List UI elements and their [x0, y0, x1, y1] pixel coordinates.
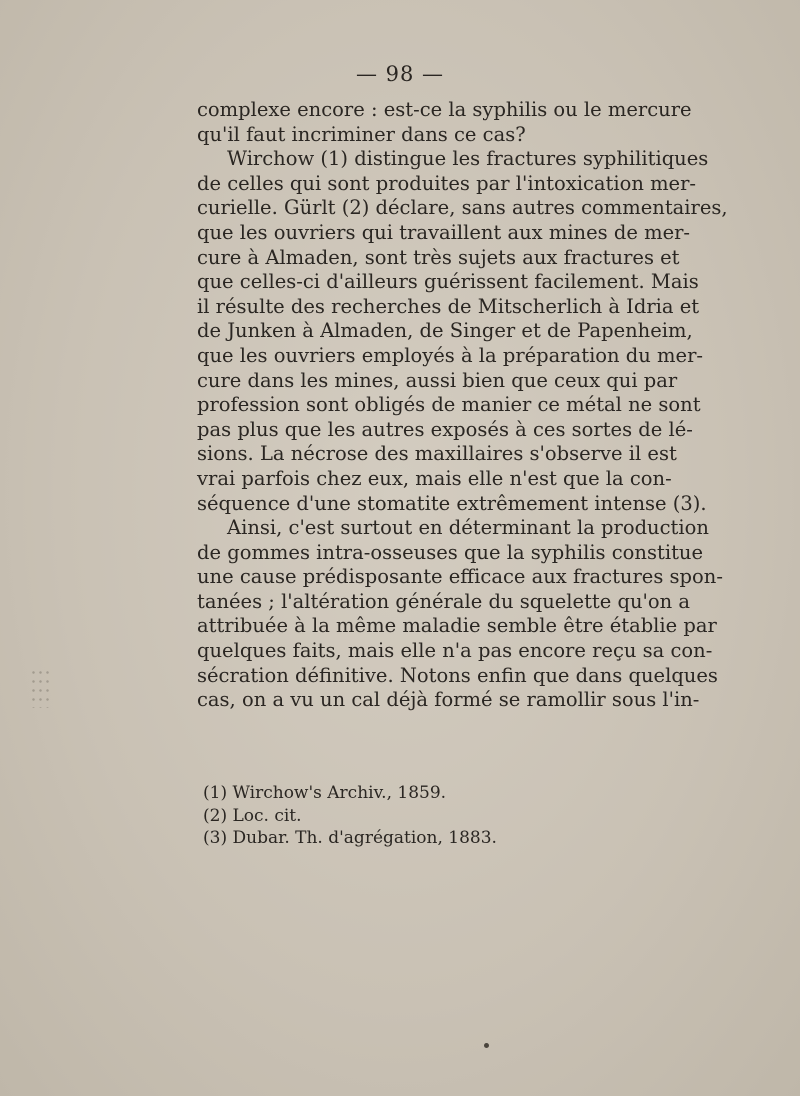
page-number: — 98 — — [355, 62, 445, 86]
text-line: Wirchow (1) distingue les fractures syphilitiques — [227, 147, 709, 171]
footnote: (1) Wirchow's Archiv., 1859. — [203, 783, 447, 803]
body-text — [197, 98, 728, 713]
text-line: sécration définitive. Notons enfin que dans quelques — [197, 663, 718, 687]
text-line: qu'il faut incriminer dans ce cas? — [197, 122, 526, 146]
text-line: il résulte des recherches de Mitscherlich à Idria et — [197, 294, 700, 318]
margin-specks — [30, 668, 50, 708]
text-line: de gommes intra-osseuses que la syphilis constitue — [197, 540, 704, 564]
text-line: que celles-ci d'ailleurs guérissent facilement. Mais — [197, 270, 699, 294]
text-line: curielle. Gürlt (2) déclare, sans autres commentaires, — [197, 196, 728, 220]
text-line: de celles qui sont produites par l'intoxication mer- — [197, 171, 697, 195]
text-line: attribuée à la même maladie semble être établie par — [197, 614, 717, 638]
text-line: pas plus que les autres exposés à ces sortes de lé- — [197, 417, 693, 441]
text-line: sions. La nécrose des maxillaires s'observe il est — [197, 442, 677, 466]
text-line: Ainsi, c'est surtout en déterminant la production — [227, 516, 709, 540]
footnote: (3) Dubar. Th. d'agrégation, 1883. — [203, 828, 497, 848]
text-line: cas, on a vu un cal déjà formé se ramollir sous l'in- — [197, 688, 700, 712]
ink-spot — [484, 1043, 489, 1048]
text-line: que les ouvriers employés à la préparation du mer- — [197, 343, 703, 367]
text-line: séquence d'une stomatite extrêmement intense (3). — [197, 491, 707, 515]
text-line: complexe encore : est-ce la syphilis ou le mercure — [197, 98, 692, 121]
text-line: profession sont obligés de manier ce métal ne sont — [197, 393, 701, 417]
text-line: cure à Almaden, sont très sujets aux fractures et — [197, 245, 680, 269]
text-line: cure dans les mines, aussi bien que ceux qui par — [197, 368, 678, 392]
text-line: vrai parfois chez eux, mais elle n'est que la con- — [197, 466, 672, 490]
text-line: une cause prédisposante efficace aux fractures spon- — [197, 565, 723, 589]
text-line: de Junken à Almaden, de Singer et de Papenheim, — [197, 319, 693, 343]
text-line: que les ouvriers qui travaillent aux mines de mer- — [197, 220, 691, 244]
footnotes — [197, 782, 642, 850]
footnote: (2) Loc. cit. — [203, 805, 302, 826]
text-line: quelques faits, mais elle n'a pas encore reçu sa con- — [197, 639, 713, 663]
text-line: tanées ; l'altération générale du squelette qu'on a — [197, 589, 691, 613]
